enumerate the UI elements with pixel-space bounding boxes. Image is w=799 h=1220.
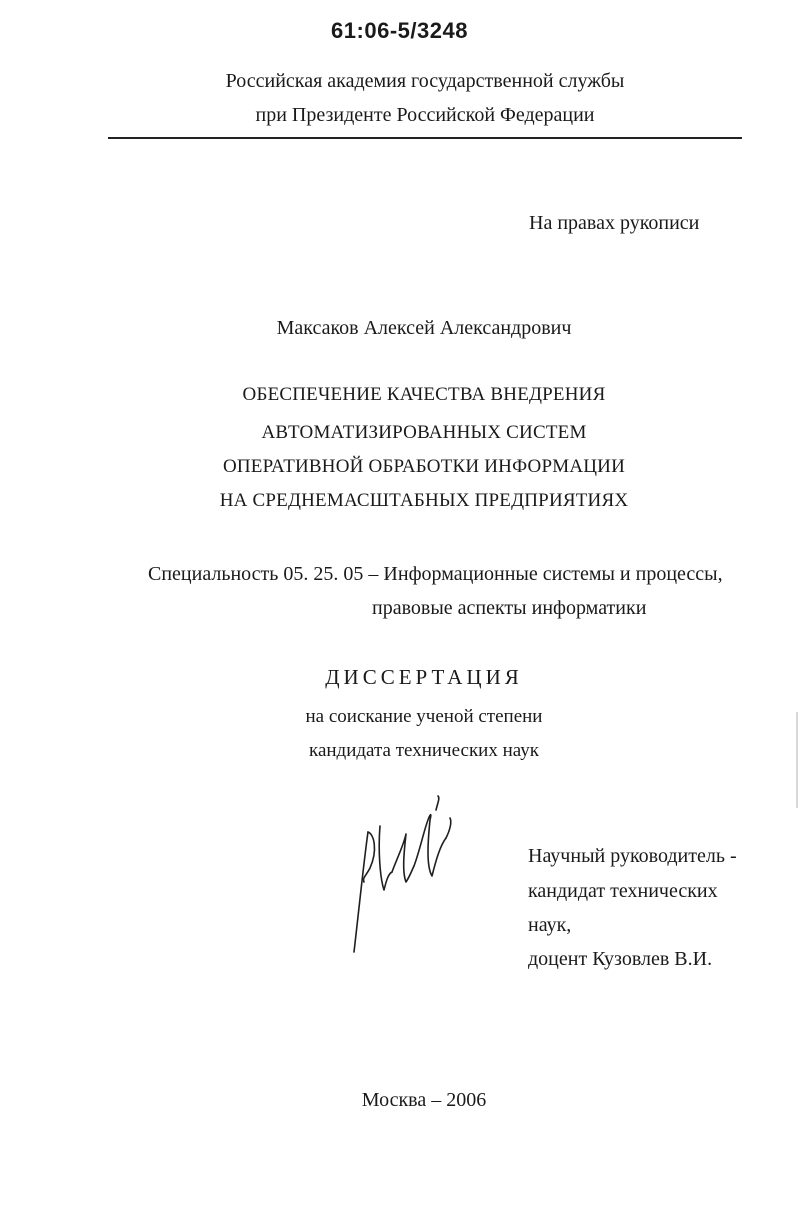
title-line-2: АВТОМАТИЗИРОВАННЫХ СИСТЕМ bbox=[261, 422, 587, 443]
organization-line-1: Российская академия государственной службы bbox=[225, 70, 625, 92]
supervisor-line-4: доцент Кузовлев В.И. bbox=[528, 948, 713, 970]
city-year: Москва – 2006 bbox=[361, 1089, 487, 1111]
title-line-1: ОБЕСПЕЧЕНИЕ КАЧЕСТВА ВНЕДРЕНИЯ bbox=[242, 384, 606, 405]
handwritten-signature bbox=[340, 790, 470, 960]
specialty-line-2: правовые аспекты информатики bbox=[372, 597, 647, 619]
specialty-line-1: Специальность 05. 25. 05 – Информационные системы и процессы, bbox=[148, 563, 723, 585]
author-name: Максаков Алексей Александрович bbox=[276, 317, 572, 339]
title-line-4: НА СРЕДНЕМАСШТАБНЫХ ПРЕДПРИЯТИЯХ bbox=[219, 490, 629, 511]
supervisor-line-1: Научный руководитель - bbox=[528, 845, 737, 867]
scan-edge-mark bbox=[796, 712, 798, 808]
degree-line-2: кандидата технических наук bbox=[309, 740, 539, 761]
header-divider bbox=[108, 137, 742, 139]
supervisor-line-2: кандидат технических bbox=[528, 880, 718, 902]
catalog-number: 61:06-5/3248 bbox=[331, 18, 468, 43]
supervisor-line-3: наук, bbox=[528, 914, 572, 936]
manuscript-rights-note: На правах рукописи bbox=[529, 212, 700, 234]
title-line-3: ОПЕРАТИВНОЙ ОБРАБОТКИ ИНФОРМАЦИИ bbox=[222, 456, 626, 477]
degree-line-1: на соискание ученой степени bbox=[305, 706, 543, 727]
document-type-heading: ДИССЕРТАЦИЯ bbox=[325, 665, 523, 689]
organization-line-2: при Президенте Российской Федерации bbox=[255, 104, 595, 126]
